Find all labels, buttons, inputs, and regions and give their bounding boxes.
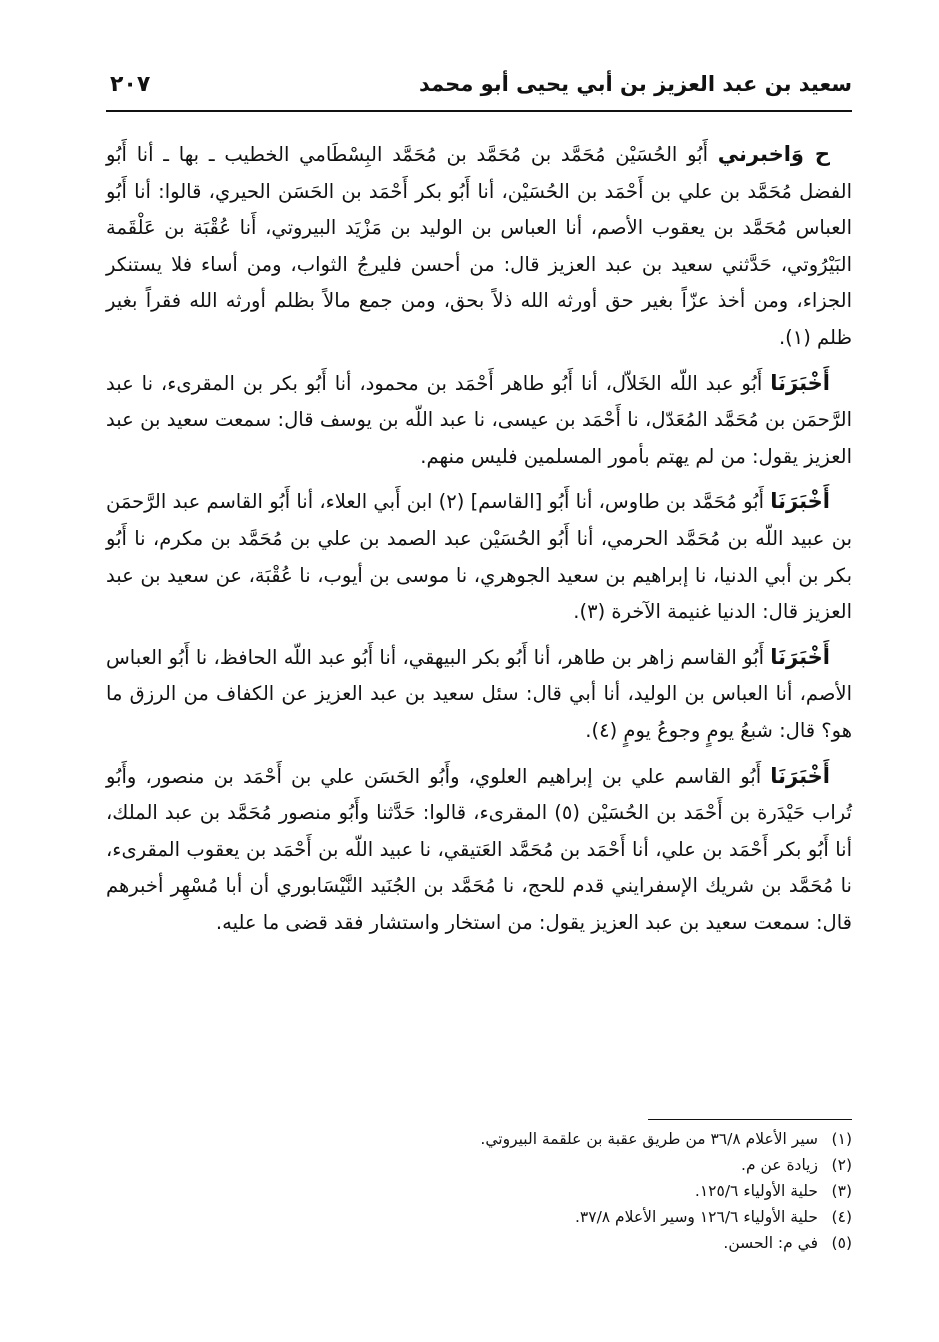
paragraph-text: أَبُو عبد اللّه الخَلاّل، أنا أَبُو طاهر أَحْمَد بن محمود، أنا أَبُو بكر بن المقرىء، نا عبد الرَّحمَن بن مُحَمَّد المُعَدّل، نا أَحْمَد بن عيسى، نا عبد اللّه بن يوسف قال: سمعت سعيد بن عبد العزيز يقول: من لم يهتم بأمور المسلمين فليس منهم. bbox=[106, 371, 852, 468]
header-rule bbox=[106, 110, 852, 112]
running-title: سعيد بن عبد العزيز بن أبي يحيى أبو محمد bbox=[418, 72, 852, 96]
paragraph-5 bbox=[106, 758, 852, 942]
paragraph-3 bbox=[106, 483, 852, 630]
footnote-number: (٣) bbox=[831, 1182, 852, 1200]
page-header bbox=[106, 70, 852, 104]
footnote-2 bbox=[106, 1152, 852, 1178]
paragraph-lead: أَخْبَرَنَا bbox=[770, 763, 830, 788]
footnote-rule bbox=[648, 1119, 852, 1120]
paragraph-text: أَبُو مُحَمَّد بن طاوس، أنا أَبُو [القاسم] (٢) ابن أَبي العلاء، أنا أَبُو القاسم عبد الرَّحمَن بن عبيد اللّه بن مُحَمَّد الحرمي، أنا أَبُو الحُسَيْن عبد الصمد بن علي بن مُحَمَّد بن مكرم، نا أَبُو بكر بن أبي الدنيا، نا إبراهيم بن سعيد الجوهري، نا موسى بن أيوب، نا عُقْبَة، عن سعيد بن عبد العزيز قال: الدنيا غنيمة الآخرة (٣). bbox=[106, 490, 852, 624]
footnote-5 bbox=[106, 1230, 852, 1256]
paragraph-text: أَبُو الحُسَيْن مُحَمَّد بن مُحَمَّد بن مُحَمَّد البِسْطَامي الخطيب ـ بها ـ أنا أَبُو الفضل مُحَمَّد بن علي بن أَحْمَد بن الحُسَيْن، أنا أَبُو بكر أَحْمَد بن الحَسَن الحيري، قالوا: أنا أَبُو العباس مُحَمَّد بن يعقوب الأصم، أنا العباس بن الوليد بن مَزْيَد البيروتي، أَنا عُقْبَة بن عَلْقَمة البَيْرُوتي، حَدَّثني سعيد بن عبد العزيز قال: من أحسن فليرجُ الثواب، ومن أساء فلا يستنكر الجزاء، ومن أخذ عزّاً بغير حق أورثه الله ذلاً بحق، ومن جمع مالاً بظلم أورثه الله فقراً بغير ظلم (١). bbox=[106, 143, 852, 349]
footnote-3 bbox=[106, 1178, 852, 1204]
paragraph-4 bbox=[106, 639, 852, 750]
footnote-text: حلية الأولياء ١٢٥/٦. bbox=[694, 1182, 818, 1200]
footnote-number: (٥) bbox=[831, 1234, 852, 1252]
page-number: ٢٠٧ bbox=[110, 72, 151, 97]
footnote-1 bbox=[106, 1126, 852, 1152]
footnote-text: حلية الأولياء ١٢٦/٦ وسير الأعلام ٣٧/٨. bbox=[574, 1208, 818, 1226]
footnote-number: (١) bbox=[831, 1130, 852, 1148]
paragraph-1 bbox=[106, 136, 852, 357]
footnote-text: زيادة عن م. bbox=[741, 1156, 818, 1174]
paragraph-lead: ح وَاخبرني bbox=[717, 142, 830, 166]
footnote-text: سير الأعلام ٣٦/٨ من طريق عقبة بن علقمة البيروتي. bbox=[480, 1130, 818, 1148]
paragraph-text: أَبُو القاسم علي بن إبراهيم العلوي، وأَبُو الحَسَن علي بن أَحْمَد بن منصور، وأَبُو تُراب حَيْدَرة بن أَحْمَد بن الحُسَيْن (٥) المقرىء، قالوا: حَدَّثنا وأَبُو منصور مُحَمَّد بن عبد الملك، أنا أَبُو بكر أَحْمَد بن علي، أنا أَحْمَد بن مُحَمَّد العَتيقي، نا عبيد اللّه بن أَحْمَد بن يعقوب المقرىء، نا مُحَمَّد بن شريك الإسفرايني قدم للحج، نا مُحَمَّد بن الجُنَيد النَّيْسَابوري أن أبا مُسْهِر أخبرهم قال: سمعت سعيد بن عبد العزيز يقول: من استخار واستشار فقد قضى ما عليه. bbox=[106, 764, 852, 934]
paragraph-lead: أَخْبَرَنَا bbox=[770, 370, 830, 395]
footnote-number: (٤) bbox=[831, 1208, 852, 1226]
footnote-number: (٢) bbox=[831, 1156, 852, 1174]
paragraph-lead: أَخْبَرَنَا bbox=[770, 644, 830, 669]
paragraph-lead: أَخْبَرَنَا bbox=[770, 489, 830, 514]
footnote-4 bbox=[106, 1204, 852, 1230]
paragraph-2 bbox=[106, 365, 852, 476]
footnotes bbox=[106, 1126, 852, 1256]
main-text bbox=[106, 136, 852, 941]
paragraph-text: أَبُو القاسم زاهر بن طاهر، أنا أَبُو بكر البيهقي، أنا أَبُو عبد اللّه الحافظ، نا أَبُو العباس الأصم، أنا العباس بن الوليد، أنا أبي قال: سئل سعيد بن عبد العزيز عن الكفاف من الرزق ما هو؟ قال: شبعُ يومٍ وجوعُ يومٍ (٤). bbox=[106, 645, 852, 742]
footnote-text: في م: الحسن. bbox=[723, 1234, 818, 1252]
